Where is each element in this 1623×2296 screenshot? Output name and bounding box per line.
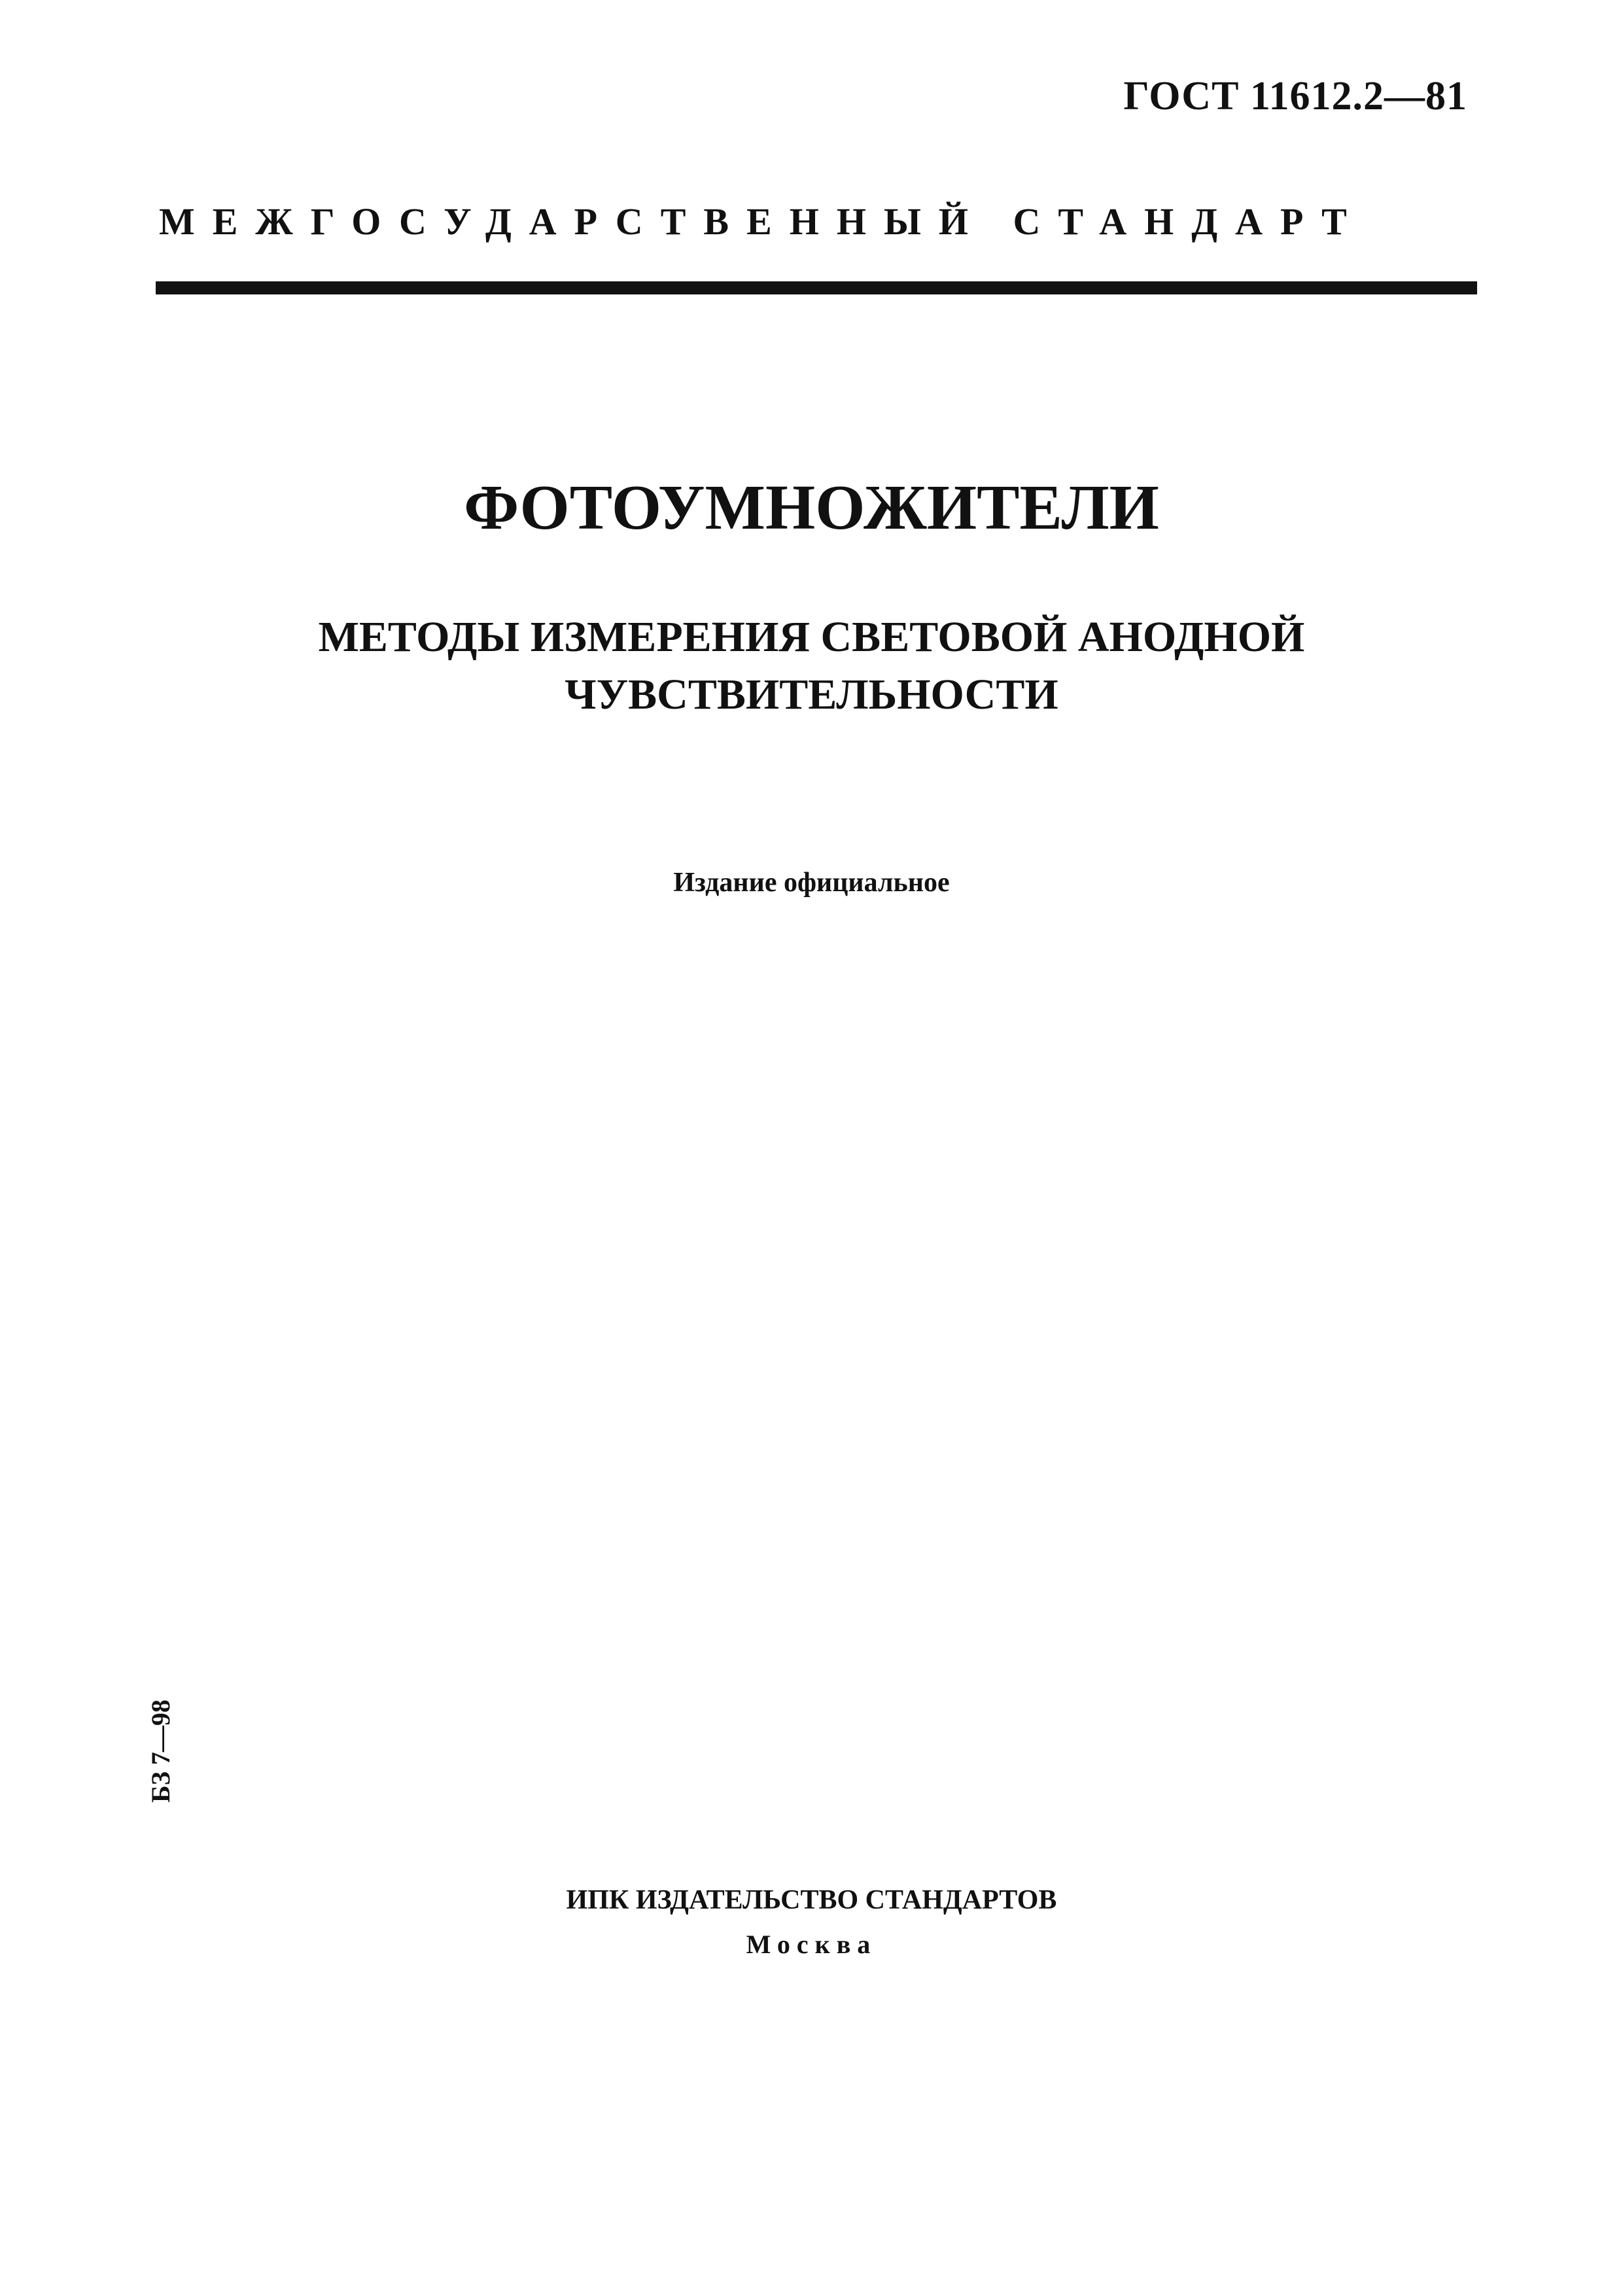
- publisher-city: Москва: [746, 1930, 877, 1959]
- side-catalog-code: БЗ 7—98: [146, 1699, 175, 1803]
- subtitle-line-1: МЕТОДЫ ИЗМЕРЕНИЯ СВЕТОВОЙ АНОДНОЙ: [318, 613, 1305, 661]
- document-subtitle: [0, 609, 1623, 724]
- edition-label: Издание официальное: [673, 868, 950, 898]
- document-title: ФОТОУМНОЖИТЕЛИ: [464, 472, 1159, 543]
- document-code: ГОСТ 11612.2—81: [1123, 74, 1467, 118]
- subtitle-line-2: ЧУВСТВИТЕЛЬНОСТИ: [565, 671, 1058, 718]
- standard-category: МЕЖГОСУДАРСТВЕННЫЙ СТАНДАРТ: [159, 200, 1365, 243]
- header-divider: [156, 281, 1477, 294]
- publisher-name: ИПК ИЗДАТЕЛЬСТВО СТАНДАРТОВ: [566, 1885, 1057, 1915]
